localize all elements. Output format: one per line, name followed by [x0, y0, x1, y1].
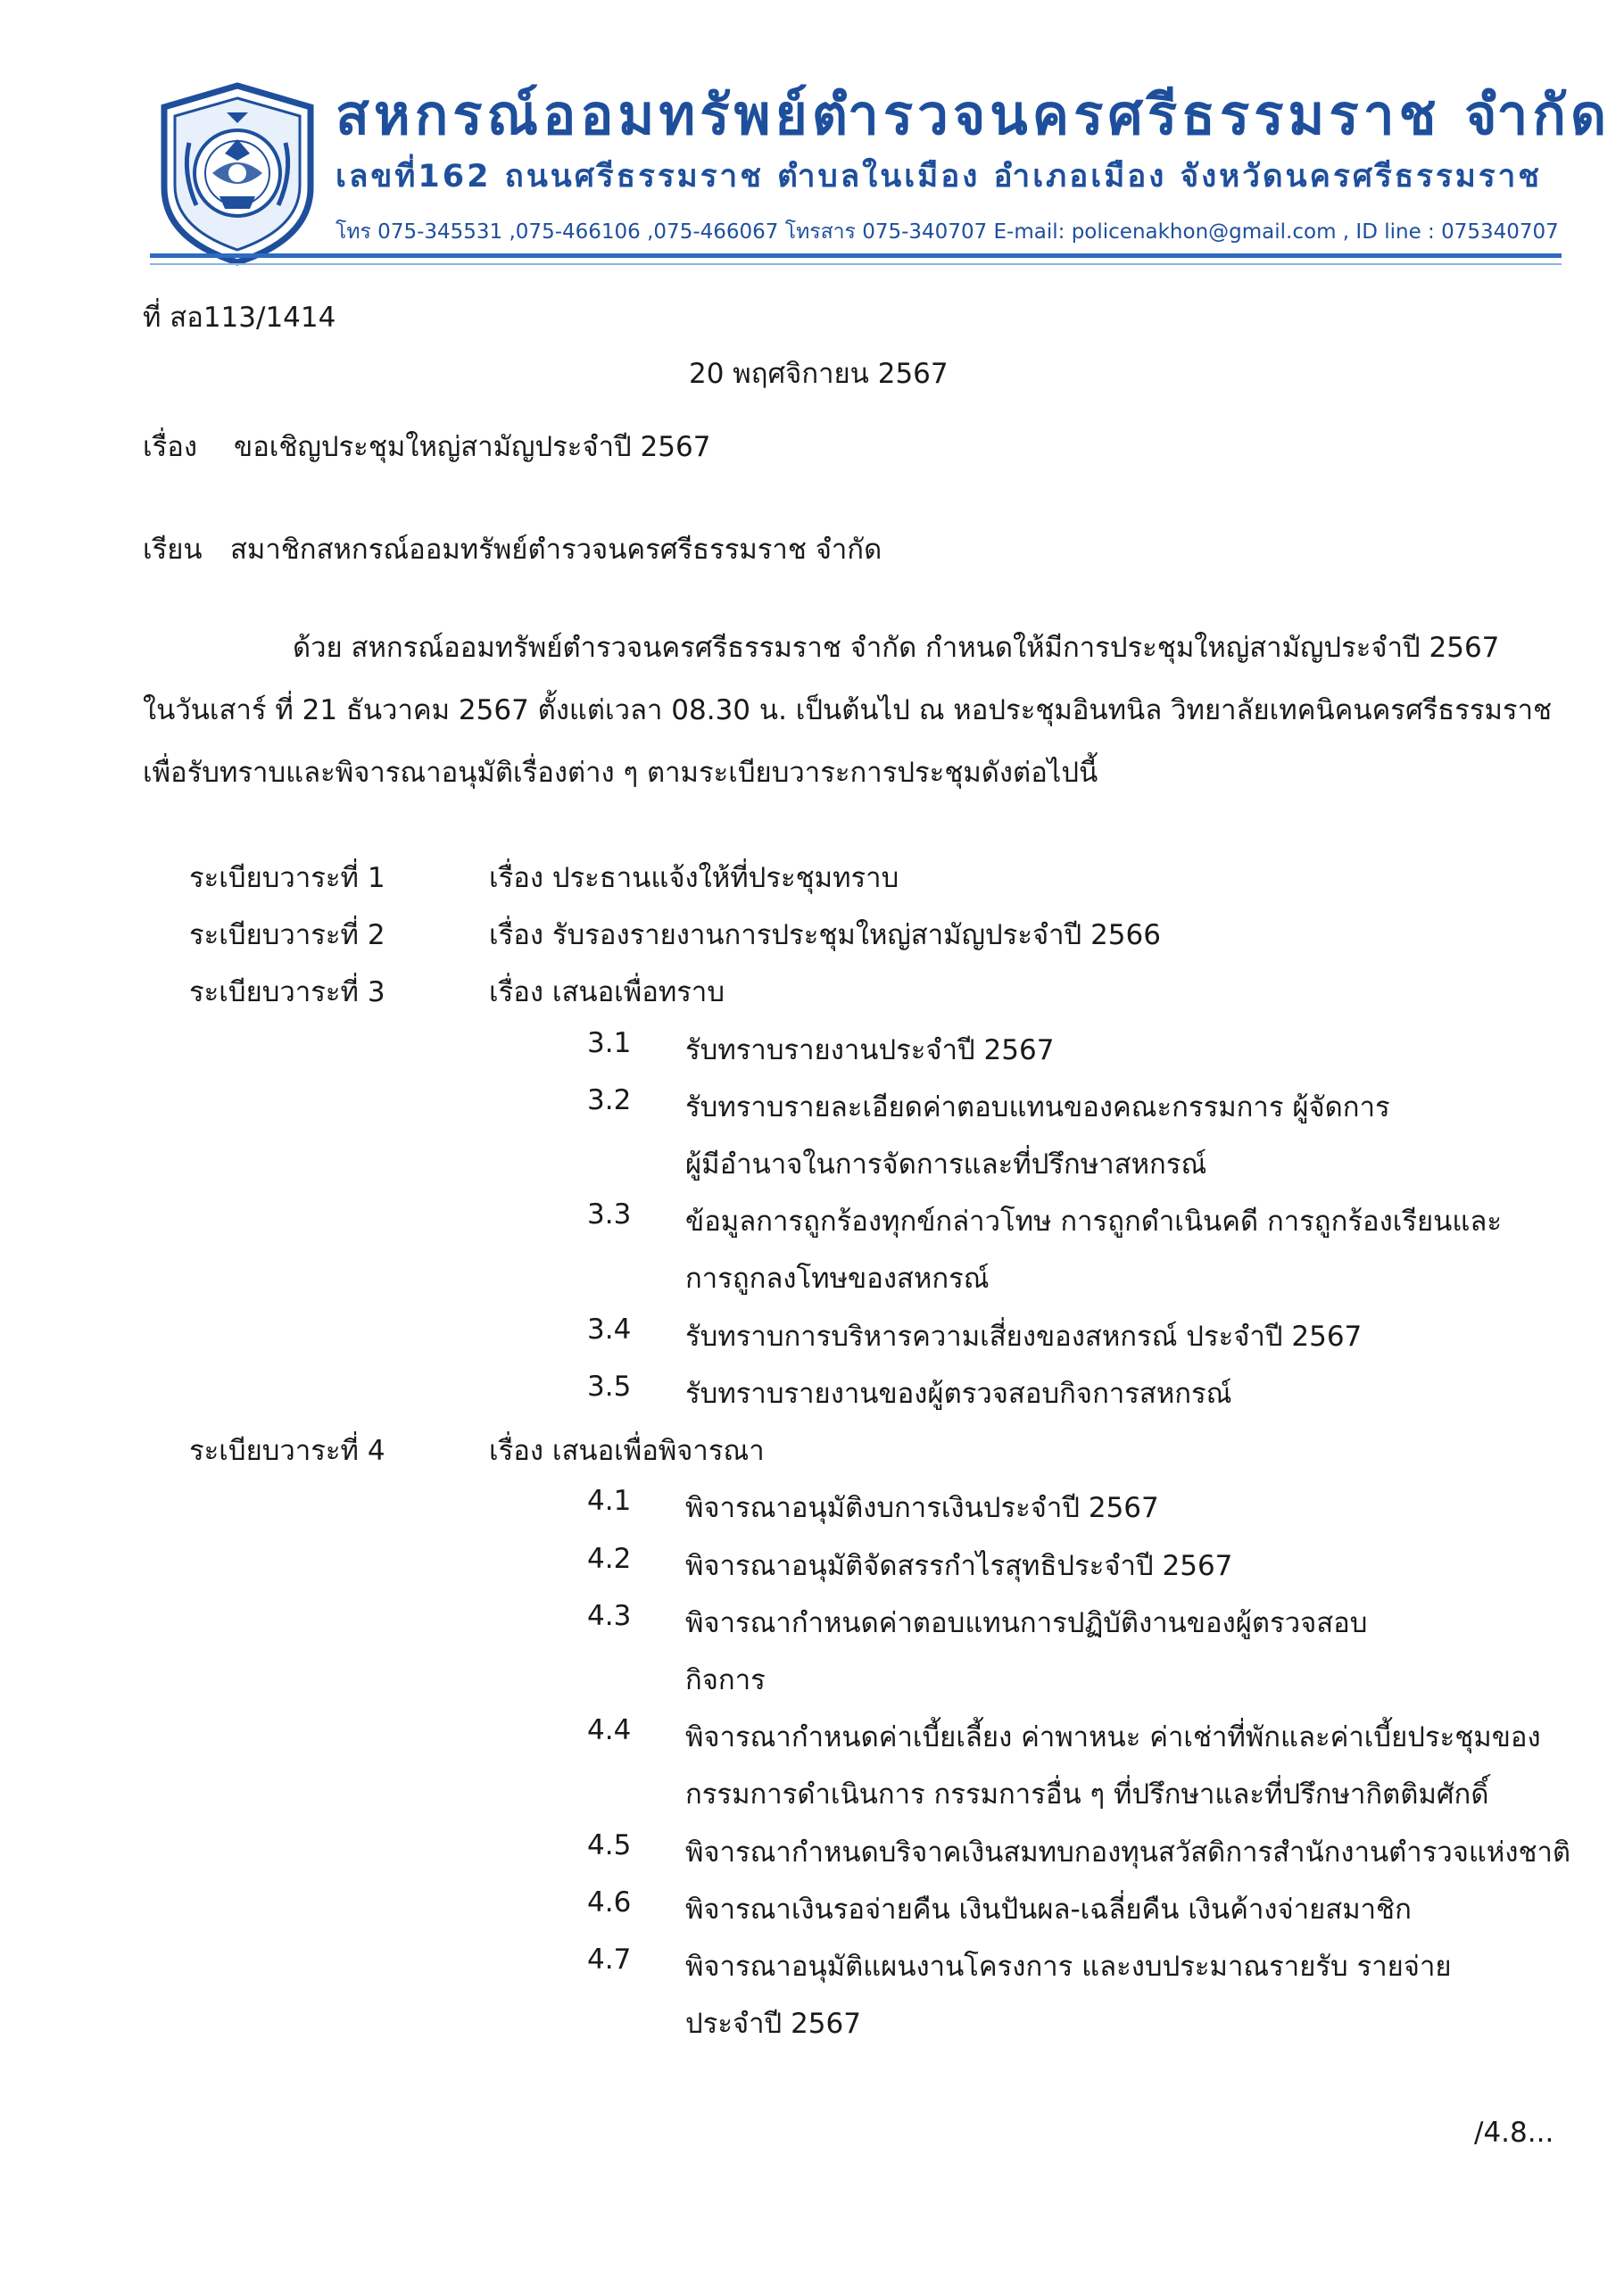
sub-item-number: 4.1: [587, 1485, 632, 1517]
sub-item-text: รับทราบรายงานประจำปี 2567: [685, 1034, 1055, 1066]
sub-item-number: 4.4: [587, 1714, 632, 1746]
recipient-text: สมาชิกสหกรณ์ออมทรัพย์ตำรวจนครศรีธรรมราช จำกัด: [230, 534, 882, 566]
letterhead-divider-thin: [150, 263, 1562, 265]
agenda-title: เรื่อง เสนอเพื่อพิจารณา: [489, 1435, 765, 1467]
continuation-marker: /4.8...: [1474, 2117, 1554, 2149]
sub-item-text: พิจารณากำหนดค่าเบี้ยเลี้ยง ค่าพาหนะ ค่าเช่าที่พักและค่าเบี้ยประชุมของ: [685, 1721, 1541, 1753]
agenda-title: เรื่อง รับรองรายงานการประชุมใหญ่สามัญประจำปี 2566: [489, 919, 1161, 951]
reference-number: ที่ สอ113/1414: [143, 302, 336, 334]
sub-item-text: พิจารณาอนุมัติงบการเงินประจำปี 2567: [685, 1492, 1159, 1524]
subject-label: เรื่อง: [143, 431, 198, 463]
sub-item-text: รับทราบรายละเอียดค่าตอบแทนของคณะกรรมการ ผู้จัดการ: [685, 1091, 1390, 1123]
agenda-title: เรื่อง เสนอเพื่อทราบ: [489, 976, 725, 1008]
sub-item-text-cont: กิจการ: [685, 1664, 766, 1696]
agenda-title: เรื่อง ประธานแจ้งให้ที่ประชุมทราบ: [489, 862, 899, 894]
sub-item-text: รับทราบรายงานของผู้ตรวจสอบกิจการสหกรณ์: [685, 1378, 1232, 1410]
sub-item-text-cont: การถูกลงโทษของสหกรณ์: [685, 1263, 990, 1295]
sub-item-number: 4.7: [587, 1944, 632, 1976]
sub-item-text: พิจารณากำหนดค่าตอบแทนการปฏิบัติงานของผู้ตรวจสอบ: [685, 1607, 1368, 1639]
letter-date: 20 พฤศจิกายน 2567: [689, 358, 949, 390]
sub-item-text-cont: ผู้มีอำนาจในการจัดการและที่ปรึกษาสหกรณ์: [685, 1148, 1207, 1181]
body-line-1: ด้วย สหกรณ์ออมทรัพย์ตำรวจนครศรีธรรมราช จำกัด กำหนดให้มีการประชุมใหญ่สามัญประจำปี 2567: [293, 632, 1500, 664]
body-line-2: ในวันเสาร์ ที่ 21 ธันวาคม 2567 ตั้งแต่เวลา 08.30 น. เป็นต้นไป ณ หอประชุมอินทนิล วิทยาลัยเทคนิคนครศรีธรรมราช: [143, 694, 1553, 726]
sub-item-number: 4.6: [587, 1886, 632, 1919]
letterhead: [150, 62, 1612, 277]
organization-address: เลขที่162 ถนนศรีธรรมราช ตำบลในเมือง อำเภอเมือง จังหวัดนครศรีธรรมราช: [336, 159, 1543, 195]
sub-item-text: รับทราบการบริหารความเสี่ยงของสหกรณ์ ประจำปี 2567: [685, 1321, 1363, 1353]
agenda-label: ระเบียบวาระที่ 1: [189, 862, 385, 894]
sub-item-number: 3.2: [587, 1084, 632, 1116]
agenda-label: ระเบียบวาระที่ 3: [189, 976, 385, 1008]
sub-item-number: 3.5: [587, 1371, 632, 1403]
sub-item-text-cont: กรรมการดำเนินการ กรรมการอื่น ๆ ที่ปรึกษาและที่ปรึกษากิตติมศักดิ์: [685, 1778, 1489, 1811]
recipient-label: เรียน: [143, 534, 203, 566]
body-line-3: เพื่อรับทราบและพิจารณาอนุมัติเรื่องต่าง ๆ ตามระเบียบวาระการประชุมดังต่อไปนี้: [143, 757, 1098, 789]
sub-item-text: ข้อมูลการถูกร้องทุกข์กล่าวโทษ การถูกดำเนินคดี การถูกร้องเรียนและ: [685, 1206, 1502, 1238]
agenda-label: ระเบียบวาระที่ 2: [189, 919, 385, 951]
letterhead-divider: [150, 253, 1562, 258]
sub-item-number: 4.5: [587, 1829, 632, 1861]
sub-item-number: 4.2: [587, 1543, 632, 1575]
sub-item-text: พิจารณาอนุมัติแผนงานโครงการ และงบประมาณรายรับ รายจ่าย: [685, 1951, 1452, 1983]
sub-item-number: 3.1: [587, 1027, 632, 1059]
agenda-label: ระเบียบวาระที่ 4: [189, 1435, 385, 1467]
sub-item-text: พิจารณากำหนดบริจาคเงินสมทบกองทุนสวัสดิการสำนักงานตำรวจแห่งชาติ: [685, 1836, 1571, 1869]
cooperative-emblem-icon: [157, 80, 318, 268]
organization-contact: โทร 075-345531 ,075-466106 ,075-466067 โทรสาร 075-340707 E-mail: policenakhon@gmail.com , ID line : 075340707: [336, 220, 1559, 244]
sub-item-text: พิจารณาอนุมัติจัดสรรกำไรสุทธิประจำปี 2567: [685, 1550, 1233, 1582]
subject-text: ขอเชิญประชุมใหญ่สามัญประจำปี 2567: [234, 431, 711, 463]
sub-item-number: 3.3: [587, 1198, 632, 1231]
sub-item-number: 4.3: [587, 1600, 632, 1632]
sub-item-text: พิจารณาเงินรอจ่ายคืน เงินปันผล-เฉลี่ยคืน เงินค้างจ่ายสมาชิก: [685, 1894, 1412, 1926]
sub-item-number: 3.4: [587, 1314, 632, 1346]
sub-item-text-cont: ประจำปี 2567: [685, 2008, 861, 2040]
organization-name: สหกรณ์ออมทรัพย์ตำรวจนครศรีธรรมราช จำกัด: [336, 82, 1612, 147]
